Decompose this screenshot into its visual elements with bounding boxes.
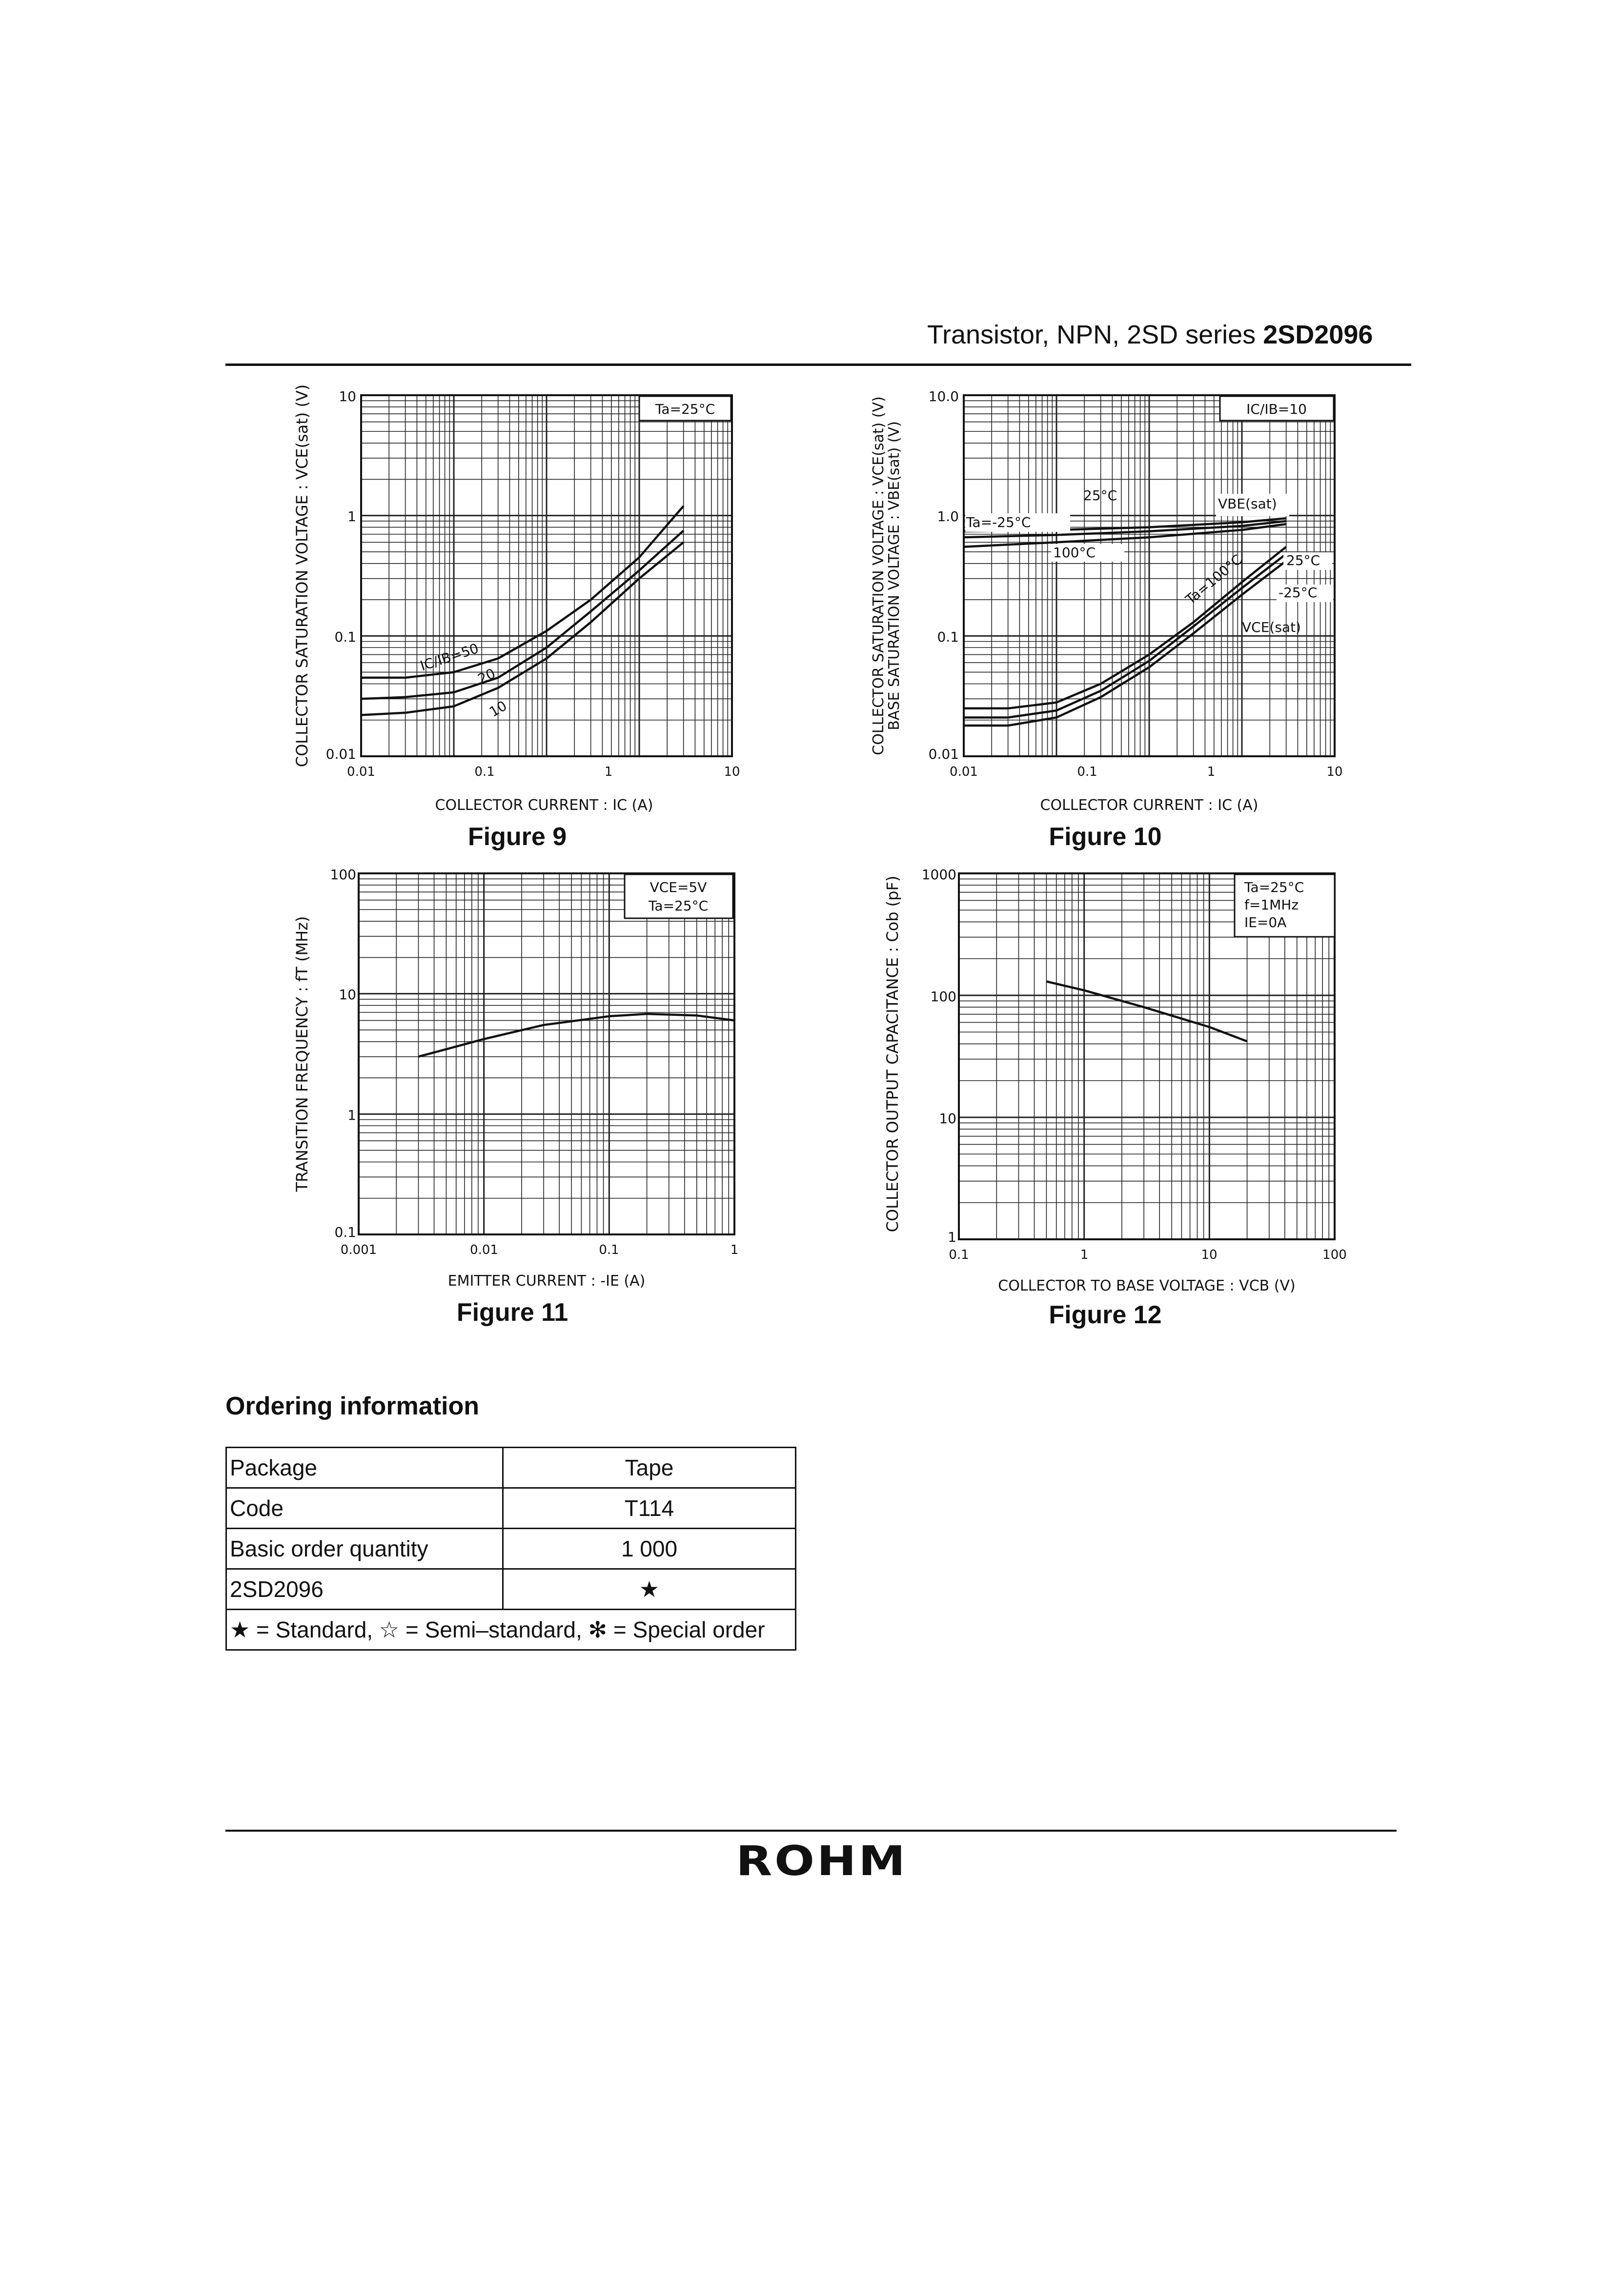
fig9-ytick: 0.01 [325, 746, 356, 762]
fig11-xtick: 0.01 [470, 1243, 498, 1257]
fig12-ytick: 10 [939, 1111, 956, 1127]
fig11-caption: Figure 11 [456, 1298, 568, 1327]
fig10-ytick: 10.0 [928, 388, 959, 404]
fig9-ytick: 0.1 [334, 629, 356, 645]
fig12-xtick: 0.1 [949, 1248, 969, 1262]
fig12-xlabel: COLLECTOR TO BASE VOLTAGE : VCB (V) [998, 1277, 1296, 1294]
fig9-caption: Figure 9 [467, 823, 567, 851]
fig11-ytick: 100 [330, 867, 356, 883]
fig11-ytick: 10 [339, 987, 356, 1003]
fig11-ytick: 0.1 [334, 1224, 356, 1240]
fig12-condition-2: f=1MHz [1244, 897, 1299, 913]
fig10-curve-label: -25°C [1279, 585, 1318, 601]
row-label: 2SD2096 [226, 1569, 503, 1610]
fig10-ytick: 1.0 [937, 508, 959, 525]
ordering-table [225, 1447, 796, 1651]
ordering-title: Ordering information [225, 1392, 479, 1420]
fig10-ytick: 0.01 [928, 746, 959, 762]
fig11-condition: VCE=5V [650, 879, 707, 895]
header-part-number: 2SD2096 [1263, 320, 1373, 349]
fig10-xtick: 10 [1326, 765, 1343, 779]
fig12-xtick: 10 [1201, 1248, 1218, 1262]
fig12-xtick: 100 [1322, 1248, 1347, 1262]
fig10-curve-label: 25°C [1083, 487, 1117, 504]
fig10-condition: IC/IB=10 [1246, 401, 1307, 417]
fig10-ylabel: COLLECTOR SATURATION VOLTAGE : VCE(sat) (V) [870, 396, 887, 755]
figure-10-chart [869, 381, 1347, 829]
fig9-condition: Ta=25°C [655, 401, 715, 417]
fig10-xlabel: COLLECTOR CURRENT : IC (A) [1040, 797, 1259, 814]
figure-9-chart [288, 381, 756, 829]
fig12-ylabel: COLLECTOR OUTPUT CAPACITANCE : Cob (pF) [883, 875, 902, 1232]
fig9-xtick: 0.01 [347, 765, 375, 779]
fig10-curve-label: Ta=100°C [1182, 551, 1245, 608]
plot-frame [359, 873, 734, 1234]
header-title: Transistor, NPN, 2SD series [927, 320, 1256, 349]
rohm-logo: ROHM [736, 1837, 908, 1885]
fig10-xtick: 0.01 [950, 765, 978, 779]
fig9-curve-label: 10 [487, 697, 510, 721]
fig11-ylabel: TRANSITION FREQUENCY : fT (MHz) [293, 916, 311, 1192]
fig10-curve-label: 100°C [1053, 545, 1096, 561]
row-value: ★ [503, 1569, 796, 1610]
fig9-xtick: 10 [724, 765, 740, 779]
fig11-xtick: 1 [730, 1243, 739, 1257]
fig9-xtick: 0.1 [474, 765, 495, 779]
row-value: Tape [503, 1448, 796, 1488]
fig12-ytick: 1000 [921, 867, 956, 883]
row-label: Code [226, 1488, 503, 1529]
fig9-ytick: 1 [347, 508, 356, 525]
fig9-curve-label: IC/IB=50 [418, 640, 481, 674]
figure-11-chart [288, 859, 756, 1298]
fig9-ylabel: COLLECTOR SATURATION VOLTAGE : VCE(sat) (V) [293, 384, 311, 767]
fig12-condition-3: IE=0A [1244, 914, 1287, 930]
fig12-condition: Ta=25°C [1244, 879, 1304, 895]
fig12-ytick: 100 [930, 989, 956, 1005]
table-row [226, 1529, 796, 1569]
table-row [226, 1610, 796, 1650]
fig10-curve-label: VBE(sat) [1218, 496, 1277, 512]
figure-12-chart [878, 859, 1347, 1303]
fig9-xtick: 1 [604, 765, 613, 779]
fig11-xtick: 0.1 [599, 1243, 619, 1257]
fig9-curve-label: 20 [475, 665, 498, 687]
fig10-curve-label: Ta=-25°C [966, 514, 1031, 530]
fig10-curve-label: VCE(sat) [1242, 619, 1301, 635]
fig12-ytick: 1 [948, 1229, 956, 1245]
table-row [226, 1448, 796, 1488]
fig12-xtick: 1 [1080, 1248, 1089, 1262]
row-label: Package [226, 1448, 503, 1488]
ordering-legend: ★ = Standard, ☆ = Semi–standard, ✻ = Special order [226, 1610, 796, 1650]
row-value: T114 [503, 1488, 796, 1529]
fig9-ytick: 10 [339, 388, 356, 404]
row-value: 1 000 [503, 1529, 796, 1569]
fig12-caption: Figure 12 [1049, 1301, 1162, 1329]
fig11-condition-2: Ta=25°C [648, 898, 709, 914]
fig10-xtick: 1 [1207, 765, 1216, 779]
fig10-xtick: 0.1 [1077, 765, 1097, 779]
fig10-ylabel-2: BASE SATURATION VOLTAGE : VBE(sat) (V) [886, 421, 903, 730]
page-header [927, 320, 1373, 350]
fig10-curve-label: 25°C [1286, 552, 1320, 568]
table-row [226, 1569, 796, 1610]
fig11-ytick: 1 [347, 1107, 356, 1123]
fig9-xlabel: COLLECTOR CURRENT : IC (A) [435, 797, 653, 814]
footer-rule [225, 1830, 1397, 1832]
row-label: Basic order quantity [226, 1529, 503, 1569]
fig11-xlabel: EMITTER CURRENT : -IE (A) [447, 1272, 646, 1290]
fig10-caption: Figure 10 [1049, 823, 1162, 851]
fig10-ytick: 0.1 [937, 629, 959, 645]
table-row [226, 1488, 796, 1529]
fig11-xtick: 0.001 [340, 1243, 377, 1257]
header-rule [225, 364, 1411, 366]
